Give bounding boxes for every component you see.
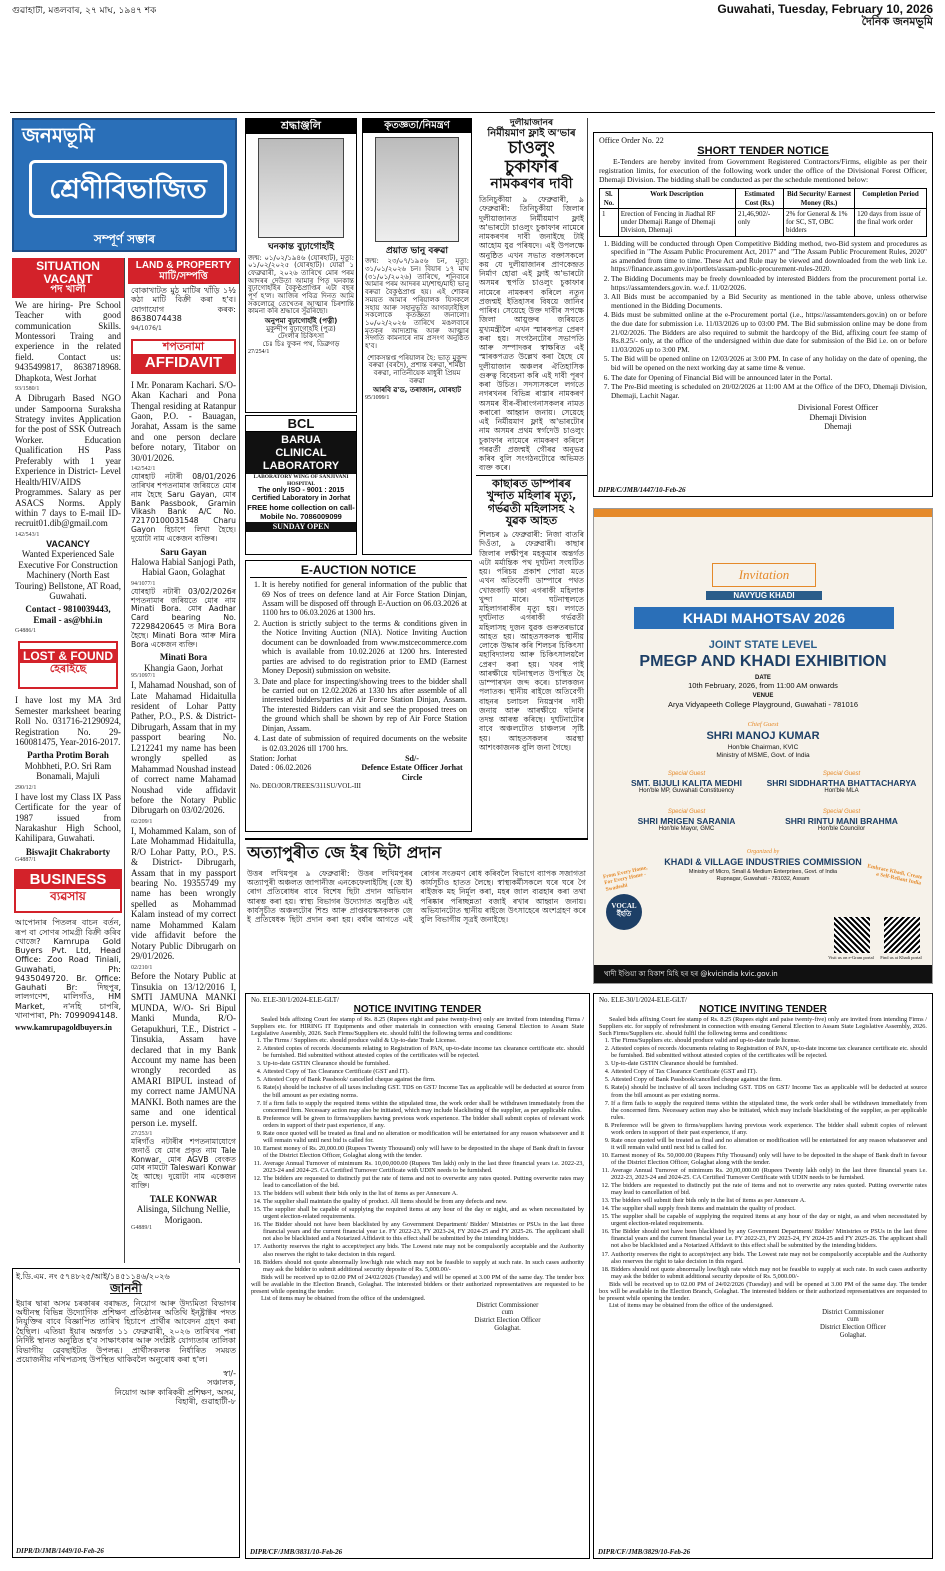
janani-code: DIPR/D/JMB/1449/10-Feb-26 — [16, 1546, 104, 1555]
janani-title: জাননী — [110, 1281, 142, 1296]
nit-item: 3. Up-to-date GSTIN Clearance should be furnished. — [263, 1060, 584, 1067]
tender-col-header: Sl. No. — [600, 189, 619, 209]
lost-ad-name: Partha Protim Borah — [27, 750, 109, 761]
situation-vacant-tag — [12, 258, 124, 298]
news-headline: গৰ্ভৱতী মহিলাসহ ২ — [487, 501, 576, 515]
header-rule — [10, 112, 935, 113]
news-body: উত্তৰ লখিমপুৰ ৯ ফেব্ৰুৱাৰী: উত্তৰ লখিমপুৰৰ অত্যাপুৰী অঞ্চলত জাপানীজ এনকেফেলাইটিছ (জে ই) ৰোগ প্ৰতিৰোধৰ বাবে বিশেষ ছিটা প্ৰদান অভিযান আৰম্ভ কৰা হয়। স্বাস্থ্য বিভাগৰ উদ্যোগত অনুষ্ঠিত এই কাৰ্যসূচীত অঞ্চলটোৰ শিশু আৰু প্ৰাপ্তবয়স্কসকলক জে ই প্ৰতিষেধক ছিটা প্ৰদান কৰা হয়। বৰ্ষাৰ আগতে এই ৰোগৰ সংক্ৰমণ ৰোধ কৰিবলৈ বিভাগে ব্যাপক সজাগতা কাৰ্যসূচীও হাতত লৈছে। স্বাস্থ্যকৰ্মীসকলে ঘৰে ঘৰে গৈ ৰাইজক মহ নিৰ্মূল কৰা, মহৰ জাল ব্যৱহাৰ কৰা তথা পৰিষ্কাৰ পৰিচ্ছন্নতা বজাই ৰখাৰ আহ্বান জনায়। অভিযানটোত স্থানীয় ৰাইজে উৎসাহেৰে অংশগ্ৰহণ কৰে বুলি বিভাগীয় সূত্ৰই জনাইছে। — [247, 868, 586, 925]
classified-col-1 — [12, 258, 125, 1263]
nit-item: 1. The Firms/Suppliers etc. should produce valid and up-to-date trade license. — [611, 1037, 927, 1044]
e-auction-item: 3. Date and place for inspecting/showing trees to the bidder shall be carried out on 12.02.2026 at 1330 hrs after assemble of all interested bidders/parties at Air Force Station Dinjan, Assam. The interested Bidders can visit and see the proposed trees on the ground which shall be shown by rep of Air Force Station Dinjan, Assam. — [262, 677, 467, 734]
janani-sign: সঞ্চালক, — [207, 1378, 236, 1388]
affidavit-ad: মৰিগাঁও নটাৰীৰ শপতনামাযোগে জনাওঁ যে মোৰ প্ৰকৃত নাম Tale Konwar, মোৰ AGVB বেংকত মোৰ নামটো Taleswari Konwar হৈ আছে। দুয়োটা নাম একেজন ব্যক্তি। — [131, 1136, 236, 1190]
janani-sign: বিহাৰী, গুৱাহাটী-৮ — [175, 1396, 236, 1406]
nit-sign: cum — [847, 1316, 859, 1324]
obituary-photo — [375, 137, 459, 242]
ad-code: 142/543/1 — [15, 531, 40, 538]
bcl-name: BARUA — [281, 434, 321, 447]
nit-sign: District Election Officer — [820, 1324, 886, 1332]
khadi-guest-desc: Hon'ble Councilor — [817, 826, 866, 833]
obituary-sign: টেংলাৰ চিকিৎসা — [277, 332, 325, 341]
e-auction-sign: Defence Estate Officer Jorhat Circle — [361, 763, 463, 782]
tender-col-header: Completion Period — [855, 189, 927, 209]
tender-sign: Divisional Forest Officer — [797, 403, 879, 413]
news-headline: চুকাফাৰ — [505, 157, 558, 178]
obituary-photo — [258, 138, 344, 238]
business-label: BUSINESS — [16, 871, 120, 889]
news-headline: খুন্দাত মহিলাৰ মৃত্যু, — [486, 489, 577, 503]
tender-item: 7. The Pre-Bid meeting is scheduled on 20/02/2026 at 11:00 AM at the Office of the DFO, Dhemaji Division, Dhemaji, Lachit Nagar. — [611, 383, 927, 400]
affidavit-logo — [131, 339, 236, 374]
obituary-text: জন্ম: ০১/০২/১৯৪৬ (যোৰহাট), মৃত্যু: ০১/০২/২০২৫ (যোৰহাট)। যোৱা ১ ফেব্ৰুৱাৰী, ২০২৬ তাৰিখে মোৰ পৰম আদৰৰ দেউতা আমাৰ পিতৃ ঘনকান্ত বুঢ়াগোহাঁইৰ বৈকুণ্ঠপ্ৰাপ্তিৰ এটা বছৰ পূৰ্ণ হ'ল। আজিৰ পবিত্ৰ দিনত আমি সকলোৱে তেখেতৰ আত্মাৰ চিৰশান্তি কামনা কৰি শ্ৰদ্ধাৰে সুঁৱৰিছো। — [248, 253, 354, 316]
tender-item: 6. The date for Opening of Financial Bid will be announced later in the Portal. — [611, 374, 927, 383]
nit-intro: Sealed bids affixing Court fee stamp of Rs. 8.25 (Rupees eight and paise twenty-five) only are invited from intending Firms / Suppliers etc. for supply of refreshment in connection with ensuing General Election to Assam State Legislative Assembly, 2026. Such Firms/Suppliers etc. should fulfil the following terms and conditions: — [599, 1016, 927, 1038]
khadi-venue: Arya Vidyapeeth College Playground, Guwahati - 781016 — [668, 700, 858, 709]
tender-cell: 120 days from issue of the final work order — [855, 208, 927, 236]
affidavit-address: Halowa Habial Sanjogi Path, Habial Gaon, Golaghat — [131, 556, 236, 578]
khadi-guest-label: Special Guest — [667, 771, 706, 777]
nit-item: 12. The bidders are requested to distinctly put the rate of items and not to overwrite any rates quoted. Putting overwrite rates may lead to cancellation of bid. — [611, 1182, 927, 1196]
classified-subtitle: সম্পূৰ্ণ সম্ভাৰ — [94, 231, 155, 246]
affidavit-name: Saru Gayan — [160, 546, 207, 557]
nit-item: 9. Rate once quoted will be treated as final and no alteration or modification will be entertained for any reason whatsoever and it will remain valid until next bid is called for. — [611, 1137, 927, 1151]
ad-code: 94/1076/1 — [131, 325, 162, 333]
khadi-guest-desc: Hon'ble MP, Guwahati Constituency — [638, 788, 735, 795]
bcl-wing: LABORATORY WING OF SANJIVANI HOSPITAL — [253, 474, 349, 487]
news-headline: কাছাৰত ডাম্পাৰৰ — [492, 476, 571, 490]
ad-code: 142/542/1 — [131, 466, 156, 473]
khadi-chief: SHRI MANOJ KUMAR — [706, 730, 820, 742]
nit-item: 6. Rate(s) should be inclusive of all taxes including GST. TDS on GST/ Income Tax as applicable will be deducted at source from the bill amount as per existing norms. — [611, 1084, 927, 1098]
classified-brand: জনমভূমি — [22, 123, 95, 147]
vacancy-heading: VACANCY — [46, 538, 90, 549]
khadi-invitation: Invitation — [712, 563, 816, 587]
tender-table — [599, 188, 927, 236]
nit-item: 18. Bidders should not quote abnormally low/high rate which may not be feasible to supply at such rate. In such cases authority may ask the bidder to submit additional security deposite of Rs. 5,000.00/- — [611, 1266, 927, 1280]
affidavit-ad: যোৰহাট নটাৰী 08/01/2026 তাৰিখৰ শপতনামাৰ জৰিয়তে মোৰ নাম হৈছে Saru Gayan, মোৰ Bank Passbook, Gramin Vikash Bank A/C No. 72170100031548 Charu Gayon হিচাপে লিখা হৈছে। দুয়োটা নাম একেজন ব্যক্তিৰ। — [131, 472, 236, 543]
ad-code: 93/1580/1 — [15, 386, 40, 393]
bcl-iso: The only ISO - 9001 : 2015 Certified Laboratory in Jorhat — [251, 487, 351, 503]
header-date-assamese: গুৱাহাটী, মঙলবাৰ, ২৭ মাঘ, ১৯৪৭ শক — [12, 6, 157, 16]
bcl-phone: FREE home collection on call- Mobile No. 7086009099 — [247, 502, 355, 521]
tender-col-header: Estimated Cost (Rs.) — [735, 189, 783, 209]
qr-code-icon — [884, 917, 920, 953]
khadi-guest: SHRI MRIGEN SARANIA — [637, 816, 736, 827]
nit-code: DIPR/CF/JMB/3831/10-Feb-26 — [250, 1547, 343, 1556]
e-auction-title: E-AUCTION NOTICE — [250, 563, 467, 578]
khadi-kvic-address: Rupnagar, Guwahati - 781032, Assam — [716, 876, 810, 882]
nit-item: 2. Attested copies of records /documents relating to Registration of PAN, up-to-date income tax clearance certificate etc. should be furnished. Bid submitted without attested copies of the certificates will be rejected. — [611, 1045, 927, 1059]
khadi-guest: SHRI SIDDHARTHA BHATTACHARYA — [766, 778, 917, 789]
nit-item: 17. Authority reserves the right to accept/reject any bids. The Lowest rate may not be compulsorily acceptable and the Authority also reserves the right to take decision in this regard. — [263, 1243, 584, 1257]
lost-found-logo — [18, 641, 118, 689]
khadi-date: 10th February, 2026, from 11:00 AM onwards — [688, 681, 838, 690]
affidavit-ad: I, Mohammed Kalam, son of Late Mohammad Hidaitulla, R/O Lohar Patty, P.O., P.S. & District- Dibrugarh, Assam that in my passport bearing No. 19355749 my name has been wrongly spelled as Mohammad Kalam instead of my correct name Mohammed Kalam vide affidavit before the Notary Public Dibrugarh on 29/01/2026. — [131, 825, 236, 962]
obituary-name: ঘনকান্ত বুঢ়াগোহাঁই — [268, 241, 334, 252]
tender-item: 2. The Bidding Documents may be freely downloaded by interested Bidders from the procurement portal i.e. https://assamtenders.gov.in. w.e.f. 11/02/2026. — [611, 275, 927, 292]
shraddhanjali-head: শ্ৰদ্ধাঞ্জলি — [246, 119, 356, 134]
nit-sign: cum — [501, 1309, 514, 1317]
nit-list: List of items may be obtained from the office of the undersigned. — [609, 1301, 774, 1309]
nit-it-equipment — [245, 993, 590, 1559]
khadi-kvic: KHADI & VILLAGE INDUSTRIES COMMISSION — [664, 857, 862, 867]
news-flyover — [476, 118, 588, 838]
khadi-navyug: NAVYUG KHADI — [706, 591, 822, 600]
e-auction-no: No. DEO/JOR/TREES/311SU/VOL-III — [250, 782, 361, 791]
ad-code: 27/253/1 — [131, 1131, 153, 1138]
nit-last: Bids will be received up to 02.00 PM of 24/02/2026 (Tuesday) and will be opened at 3.00 PM of the same day. The tender box will be available in the Election Branch, Golaghat. The interested bidders or their authorized representatives are requested to be present while opening the tender. — [251, 1273, 584, 1295]
local-text: ইঁহতি — [616, 909, 632, 918]
nit-sign: District Commissioner — [476, 1301, 539, 1309]
nit-item: 10. Earnest money of Rs. 50,000.00 (Rupees Fifty Thousand) only will have to be deposited in the shape of Bank draft in favour of the District Election Officer, Golaghat along with the tender. — [611, 1152, 927, 1166]
nit-item: 9. Rate once quoted will be treated as final and no alteration or modification will be entertained for any reason whatsoever and it will remain valid until next bid is called for. — [263, 1130, 584, 1144]
land-property-sub: মাটি/সম্পত্তি — [159, 271, 208, 282]
bcl-name: CLINICAL — [275, 446, 327, 459]
job-ad-sales: Wanted Experienced Sale Executive For Construction Machinery (North East Touring) Bellstone, AT Road, Guwahati. — [15, 549, 121, 601]
business-ad-text: আপোনাৰ পিতলৰ বাচন বৰ্তন, ৰূপ বা সোণৰ সামগ্ৰী বিক্ৰী কৰিব খোজে? Kamrupa Gold Buyers Pvt. Ltd, Head Office: Zoo Road Tiniali, Guwahati, Ph: 9435049720. Br. Office: Gauhati Br: দিছপুৰ, লালগণেশ, মালিগাঁও, HM Market, ন'নহি চাপৰি, খানাপাৰা, Ph: 7099094148. — [15, 918, 121, 1020]
news-headline: অত্যাপুৰীত জে ইৰ ছিটা প্ৰদান — [247, 843, 442, 862]
nit-item: 13. The bidders will submit their bids only in the list of items as per Annexure A. — [611, 1197, 927, 1204]
property-ad-text: বোকাখাটত মুঠ মাটিৰ খাঁড়ি ১½ কঠা মাটি বিক্ৰী কৰা হ'ব। যোগাযোগ কৰক: 8638074438 — [131, 286, 236, 323]
khadi-chief-desc: Ministry of MSME, Govt. of India — [716, 752, 810, 759]
vocal-text: VOCAL — [611, 902, 637, 910]
nit-item: 13. The bidders will submit their bids only in the list of items as per Annexure A. — [263, 1190, 584, 1197]
nit-item: 10. Earnest money of Rs. 20,000.00 (Rupees Twenty Thousand) only will have to be deposited in the shape of Bank draft in favour of the District Election Officer, Golaghat along with the tender. — [263, 1145, 584, 1159]
nit-last: Bids will be received up to 02.00 PM of 24/02/2026 (Tuesday) and will be opened at 3.00 PM of the same day. The tender box will be available in the Election Branch, Golaghat. The interested bidders or their authorized representatives are requested to be present while opening the tender. — [599, 1280, 927, 1302]
khadi-joint: JOINT STATE LEVEL — [708, 639, 818, 651]
lost-ads — [12, 693, 124, 866]
situation-ads — [12, 298, 124, 638]
e-auction-date: Dated : 06.02.2026 — [250, 763, 312, 773]
bcl-sunday: SUNDAY OPEN — [246, 522, 356, 531]
nit-item: 11. Average Annual Turnover of minimum Rs. 20,00,000.00 (Rupees Twenty lakh only) in the last three financial years i.e. 2022-23, 2023-24 and 2024-25. CA Certified Turnover Certificate with UDIN needs to be furnished. — [611, 1167, 927, 1181]
classified-banner — [12, 118, 237, 252]
affidavit-ads — [128, 378, 239, 1234]
affidavit-name: Minati Bora — [159, 652, 208, 663]
khadi-venue-label: VENUE — [752, 693, 774, 699]
qr-code-icon — [834, 917, 870, 953]
job-ad-teacher: We are hiring- Pre School Teacher with good communication Skills. Montessori Traing and experience in the related field. Contact us: 9435499817, 8638718968. Dhapkota, West Jorhat — [15, 299, 121, 383]
khadi-kvic-desc: Ministry of Micro, Small & Medium Enterprises, Govt. of India — [688, 869, 838, 875]
khadi-tagline: From Every Home, For Every Home - Swadeshi — [602, 864, 649, 893]
nit-item: 16. The Bidder should not have been blacklisted by any Government Department/ Bidder/ Ministries or PSUs in the last three financial years and the current financial year i.e. FY 2022-23, FY 2023-24, FY 2024-25 and FY 2025-26. The applicant shall not also be blacklisted and a Notarized Affidavit to this effect shall be submitted by the intending bidders. — [263, 1221, 584, 1242]
ad-code: 27/254/1 — [248, 348, 270, 355]
nit-item: 4. Attested Copy of Tax Clearance Certificate (GST and IT). — [611, 1068, 927, 1075]
tender-col-header: Work Description — [618, 189, 735, 209]
obituary-sign: আৰবি ৱ'ড, তৰাজান, যোৰহাট — [372, 386, 462, 395]
khadi-footer: খাদী ইণ্ডিয়া কা বিকাশ মিহি হৰ হৰ @kvicindia kvic.gov.in — [594, 965, 932, 983]
news-kicker: দুলীয়াজানৰ — [509, 118, 554, 128]
nit-item: 6. Rate(s) should be inclusive of all taxes including GST. TDS on GST/ Income Tax as applicable will be deducted at source from the bill amount as per existing norms. — [263, 1084, 584, 1098]
news-headline: নামকৰণৰ দাবী — [490, 176, 573, 193]
janani-notice — [12, 1268, 240, 1558]
khadi-guest-label: Special Guest — [822, 809, 861, 815]
nit-item: 14. The supplier shall supply fresh items and maintain the quality of product. — [611, 1205, 927, 1212]
ad-code: G4889/1 — [131, 1225, 152, 1232]
nit-item: 8. Preference will be given to firms/suppliers having previous work experience. The bidder shall submit copies of relevant work orders in support of their past experience, if any. — [263, 1115, 584, 1129]
janani-body: ইয়াৰ দ্বাৰা অসম চৰকাৰৰ বৰাদ্ধত, নিয়োগ আৰু উদ্যমিতা বিভাগৰ অধীনস্থ বিভিন্ন উদ্যোগিক প্ৰশিক্ষণ প্ৰতিষ্ঠানৰ অতিথি ইন্‌ষ্ট্ৰাক্টৰ পদত নিযুক্তিৰ বাবে বিজ্ঞাপিত তাৰিখ হিচাপে প্ৰাৰ্থীৰ আবেদন গ্ৰহণ কৰা হৈছিল। এতিয়া ইয়াৰ অন্তৰ্গত ১১ ফেব্ৰুৱাৰী, ২০২৬ তাৰিখৰ পৰা নিৰ্দিষ্ট স্থানত অনুষ্ঠিত হ'ব সাক্ষাৎকাৰ আৰু সংশ্লিষ্ট যোগ্যতাৰ তালিকা বিভাগীয় ৱেবছাইটত উপলব্ধ। প্ৰাৰ্থীসকলক নিৰ্ধাৰিত সময়ত প্ৰয়োজনীয় নথিপত্ৰসহ উপস্থিত থাকিবলৈ অনুৰোধ কৰা হ'ল। — [16, 1298, 236, 1365]
nit-item: 12. The bidders are requested to distinctly put the rate of items and not to overwrite any rates quoted. Putting overwrite rates may lead to cancellation of the bid. — [263, 1175, 584, 1189]
ad-code: 02/210/1 — [131, 964, 153, 971]
ad-code: G4886/1 — [15, 628, 36, 635]
affidavit-label-as: শপতনামা — [162, 340, 205, 354]
business-sub: ব্যৱসায় — [50, 888, 86, 903]
obituary-sign: শোকসন্তপ্ত পৰিয়ালৰ হৈ: ভাতৃ মুকুন্দ বৰুৱা (বৰদৈ), প্ৰশান্ত বৰুৱা, শৰ্মিষ্ঠা বৰুৱা, নাতিনীয়েক মাধুৰী প্ৰিয়ম বৰুৱা — [367, 353, 467, 385]
nit-code: DIPR/CF/JMB/3829/10-Feb-26 — [598, 1547, 691, 1556]
nit-list: List of items may be obtained from the office of the undersigned. — [261, 1294, 426, 1302]
affidavit-ad: I, Mahamad Noushad, son of Late Mahamad Hidaitulla resident of Lohar Patty Pather, P.O., P.S. & District-Dibrugarh, Assam that in my passport bearing No. L212241 my name has been wrongly spelled as Mahammad Noushad instead of correct name Mahamad Noushad vide affidavit before the Notary Public Dibrugarh on 03/02/2026. — [131, 680, 236, 816]
business-ad-web: www.kamrupagoldbuyers.in — [15, 1023, 112, 1033]
e-auction-items — [250, 580, 467, 753]
khadi-mahotsav-ad — [593, 508, 933, 984]
e-auction-notice — [245, 560, 472, 832]
tender-sign: Dhemaji Division — [809, 412, 867, 422]
nit-item: 15. The supplier shall be capable of supplying the required items at any hour of the day or night, as and when necessitated by urgent election-related requirements. — [611, 1213, 927, 1227]
ad-code: 290/12/1 — [15, 784, 37, 791]
tender-sign: Dhemaji — [824, 422, 852, 432]
tender-item: 4. Bids must be submitted online at the e-Procurement portal (i.e., https://assamtenders.gov.in) on or before the due date for submission i.e. 11/03/2026 up to 03:00 PM. The Bid submission online may be done from 21/02/2026. The Bidders are also required to submit the hardcopy of the Bid, affixing court fee stamp of Rs.8.25/- only, at the office of the undersigned within due date for submission of the Bid i.e. on or before 11/03/2026 up to 3:00 PM. — [611, 311, 927, 354]
nit-item: 18. Bidders should not quote abnormally low/high rate which may not be feasible to supply at such rate. In such cases authority may ask the bidder to submit additional security deposite of Rs. 5,000.00/- — [263, 1259, 584, 1273]
bcl-logo: BCL — [246, 416, 356, 432]
affidavit-address: Alisinga, Silchung Nellie, Morigaon. — [136, 1204, 231, 1225]
nit-no: No. ELE-30/1/2024-ELE-GLT/ — [251, 996, 340, 1004]
news-headline: নিৰ্মীয়মাণ ফ্লাই অ'ভাৰ — [487, 128, 576, 140]
tender-items — [599, 240, 927, 401]
qr-label: Find us at Khadi portal — [880, 955, 922, 960]
nit-title: NOTICE INVITING TENDER — [699, 1004, 827, 1016]
nit-item: 4. Attested Copy of Tax Clearance Certificate (GST and IT). — [263, 1068, 584, 1075]
tender-code: DIPR/C/JMB/1447/10-Feb-26 — [598, 485, 686, 494]
tender-cell: Erection of Fencing in Jiadhal RF under Dhemaji Range of Dhemaji Division, Dhemaji — [618, 208, 735, 236]
vocal-local-logo — [606, 894, 642, 930]
ad-code: 02/209/1 — [131, 818, 153, 825]
obituary-sign: মুকুন্দীপ বুঢ়াগোহাঁই (পুত্ৰ) — [266, 324, 336, 333]
e-auction-item: 4. Last date of submission of required documents on the website is 02.03.2026 till 1700 hrs. — [262, 734, 467, 753]
tender-cell: 1 — [600, 208, 619, 236]
nit-sign: Golaghat. — [494, 1324, 521, 1332]
lost-ad-certificate: I have lost my Class IX Pass Certificate for the year of 1987 issued from Narakashur High School, Kahilipara, Guwahati. — [15, 791, 121, 844]
nit-title: NOTICE INVITING TENDER — [353, 1004, 482, 1016]
news-headline: চাওলুং — [508, 138, 555, 159]
affidavit-ad: Before the Notary Public at Tinsukia on 13/12/2016 I, SMTI JAMUNA MANKI MUNDA, W/O- Sri Bipul Manki Munda, R/O- Getapukhuri, T.E., District - Tinsukia, Assam have declared that in my Bank Account my name has been wrongly recorded as AMARI BIPUL instead of my correct name JAMUNA MANKI. Both names are the same and one identical person i.e. myself. — [131, 971, 236, 1128]
janani-sign: স্বা/- — [223, 1368, 236, 1378]
e-auction-station: Station: Jorhat — [250, 754, 297, 764]
business-logo — [14, 869, 122, 913]
nit-items — [251, 1037, 584, 1272]
news-je-vaccine — [245, 838, 588, 988]
lost-ad-name: Biswajit Chakraborty — [25, 846, 111, 857]
khadi-title: KHADI MAHOTSAV 2026 — [634, 607, 894, 629]
short-tender-notice — [593, 132, 933, 497]
affidavit-address: Khangia Gaon, Jorhat — [144, 662, 223, 673]
ad-code: 95/1097/1 — [131, 673, 156, 680]
header-date: Guwahati, Tuesday, February 10, 2026 — [717, 2, 933, 16]
khadi-chief-label: Chief Guest — [747, 721, 779, 728]
khadi-date-label: DATE — [755, 675, 771, 681]
nit-item: 3. Up-to-date GSTIN Clearance should be furnished. — [611, 1060, 927, 1067]
khadi-exhibition: PMEGP AND KHADI EXHIBITION — [639, 653, 887, 670]
obituary-sign: চেঃ চিঃ ফুকন পথ, ডিব্ৰুগড় — [262, 340, 340, 349]
situation-vacant-label: SITUATION VACANT — [36, 259, 100, 286]
nit-item: 17. Authority reserves the right to accept/reject any bids. The Lowest rate may not be compulsorily acceptable and the Authority also reserves the right to take decision in this regard. — [611, 1251, 927, 1265]
khadi-tagline: Embrace Khadi, Create a Self-Reliant India — [866, 863, 923, 888]
nit-sign: District Commissioner — [822, 1308, 884, 1316]
janani-no: ই.ডি.এম. নং ৫৭৪৮২৫/আই/১৪৫১১৪৬/২০২৬ — [16, 1272, 170, 1281]
job-ad-ngo: A Dibrugarh Based NGO under Sampoorna Suraksha Strategy invites Application for the post of SSK Outreach Worker. Education Qualification HS Pass Preferably with 1 year Experience in District- Level Health/HIV/AIDS Programmes. Salary as per ASACS Norms. Apply within 7 days to E-mail ID-recruit01.dib@gmail.com — [15, 393, 121, 529]
nit-sign: Golaghat. — [839, 1331, 867, 1339]
khadi-guest: SHRI RINTU MANI BRAHMA — [785, 816, 898, 827]
bcl-name: LABORATORY — [262, 459, 340, 472]
nit-item: 11. Average Annual Turnover of minimum Rs. 10,00,000.00 (Rupees Ten lakh) only in the last three financial years i.e. 2022-23, 2023-24 and 2024-25. CA Certified Turnover Certificate with UDIN needs to be furnished. — [263, 1160, 584, 1174]
khadi-guest-desc: Hon'ble Mayor, GMC — [658, 826, 715, 833]
lost-ad-address: Mohbheti, P.O. Sri Ram Bonamali, Majuli — [24, 760, 112, 782]
e-auction-item: 1. It is hereby notified for general information of the public that 69 Nos of trees on defence land at Air Force Station Dinjan, Assam will be disposed off through E-Auction on 06.03.2026 at 1100 hrs to 06.03.2026 at 1300 hrs. — [262, 580, 467, 618]
nit-item: 16. The Bidder should not have been blacklisted by any Government Department/ Bidder/ Ministries or PSUs in the last three financial years and the current financial year i.e. FY 2022-23, FY 2023-24, FY 2024-25 and FY 2025-26. The applicant shall not also be blacklisted and a Notarized Affidavit to this effect shall be submitted by the intending bidders. — [611, 1228, 927, 1249]
tender-col-header: Bid Security/ Earnest Money (Rs.) — [784, 189, 855, 209]
nit-item: 15. The supplier shall be capable of supplying the required items at any hour of the day or night, and as when necessitated by urgent election-related requirements. — [263, 1206, 584, 1220]
nit-item: 5. Attested Copy of Bank Passbook/cancelled cheque against the firm. — [611, 1076, 927, 1083]
news-headline: যুৱক আহত — [505, 514, 558, 528]
tender-cell: 2% for General & 1% for SC, ST, OBC bidders — [784, 208, 855, 236]
news-body: শিলচৰ ৯ ফেব্ৰুৱাৰী: নিজা বাতৰি দিওঁতা, ৯ ফেব্ৰুৱাৰী। কাছাৰ জিলাৰ লক্ষীপুৰ মহকুমাৰ অন্তৰ্গত এটা মৰ্মান্তিক পথ দুৰ্ঘটনা সংঘটিত হয়। পৰিচয় প্ৰকাশ পোৱা মতে এখন অতিবেগী ডাম্পাৰে পথত খোজকাঢ়ি থকা এগৰাকী মহিলাক খুন্দা মাৰে। ঘটনাস্থলতে মহিলাগৰাকীৰ মৃত্যু হয়। লগতে দুৰ্ঘটনাত এগৰাকী গৰ্ভৱতী মহিলাসহ দুজন যুৱক গুৰুতৰভাৱে আহত হয়। আহতসকলক স্থানীয় লোকে উদ্ধাৰ কৰি শিলচৰ চিকিৎসা মহাবিদ্যালয় আৰু চিকিৎসালয়লৈ প্ৰেৰণ কৰা হয়। খবৰ পাই আৰক্ষীয়ে ঘটনাস্থলত উপস্থিত হৈ ডাম্পাৰখন জব্দ কৰে। চালকজন পলাতক। স্থানীয় ৰাইজে অতিবেগী বাহনৰ চলাচল নিয়ন্ত্ৰণৰ দাবী জনায় আৰু আৰক্ষীয়ে ঘটনাৰ তদন্ত আৰম্ভ কৰিছে। দুৰ্ঘটনাটোৰ বাবে অঞ্চলটোত চাঞ্চল্যৰ সৃষ্টি হয়। আহতসকলৰ অৱস্থা আশংকাজনক বুলি জনা গৈছে। — [479, 530, 584, 752]
nit-items — [599, 1037, 927, 1280]
nit-intro: Sealed bids affixing Court fee stamp of Rs. 8.25 (Rupees eight and paise twenty-five) only are invited from intending Firms / Suppliers etc. for HIRING IT Equipments and other materials in connection with ensuing General Election to Assam State Legislative Assembly, 2026. Such Firms/Suppliers etc. should fulfil the following terms and conditions: — [251, 1016, 584, 1038]
lost-ad-marksheet: I have lost my MA 3rd Semester marksheet bearing Roll No. 031716-21290924, Registration No. 29-160081475, Year-2016-2017. — [15, 695, 121, 747]
nit-item: 5. Attested Copy of Bank Passbook/ cancelled cheque against the firm. — [263, 1076, 584, 1083]
ad-code: 95/1099/1 — [365, 395, 390, 402]
e-auction-item: 2. Auction is strictly subject to the terms & conditions given in the Notice Inviting Auction (NIA). Notice Inviting Auction document can be downloaded from www.mstcecommerce.com which is available from 10.02.2026 at 1200 hrs. Interested parties are advised to do registration prior to EMD (Earnest Money Deposit) submission on website. — [262, 619, 467, 676]
tender-item: 1. Bidding will be conducted through Open Competitive Bidding method, two-Bid system and procedures as specified in "The Assam Public Procurement Act, 2017" and "The Assam Public Procurement Rules, 2020" as amended from time to time. These Act and Rule may be viewed and downloaded from the web link i.e. https://finance.assam.gov.in/portlets/assam-public-procurement-rules-2020. — [611, 240, 927, 274]
affidavit-name: TALE KONWAR — [149, 1193, 218, 1204]
nit-item: 2. Attested copies of records /documents relating to Registration of PAN, up-to-date income tax clearance certificate etc. should be furnished. Bid submitted without attested copies of the certificates will be rejected. — [263, 1045, 584, 1059]
tender-intro: E-Tenders are hereby invited from Government Registered Contractors/Firms, eligible as per their registration limits, for execution of the following work under the office of the Divisional Forest Officer, Dhemaji Division. The bidding shall be conducted as per the schedule mentioned below: — [599, 157, 927, 185]
lost-found-label: LOST & FOUND — [20, 649, 116, 663]
nit-item: 1. The Firms / Suppliers etc. should produce valid & Up-to-date Trade License. — [263, 1037, 584, 1044]
ad-code: 94/1077/1 — [131, 580, 156, 587]
tender-title: SHORT TENDER NOTICE — [697, 145, 829, 158]
business-ad — [12, 916, 124, 1037]
obituary-name: প্ৰয়াত ভানু বৰুৱা — [386, 245, 448, 256]
classified-col-2 — [128, 258, 240, 1263]
tender-item: 5. The Bid will be opened online on 12/03/2026 at 3:00 PM. In case of any holiday on the date of opening, the bid will be opened on the next working day at same time & venue. — [611, 355, 927, 372]
classified-title: শ্ৰেণীবিভাজিত — [29, 160, 227, 218]
nit-item: 7. If a firm fails to supply the required items within the stipulated time, the work order shall be withdrawn immediately from the concerned firm. Necessary action may also be initiated, which may include blacklisting of the supplier, as per applicable rules. — [263, 1100, 584, 1114]
land-property-label: LAND & PROPERTY — [135, 260, 232, 271]
nit-item: 8. Preference will be given to firms/suppliers having previous work experience. The bidder shall submit copies of relevant work orders in support of their past experience, if any. — [611, 1122, 927, 1136]
masthead — [717, 2, 933, 29]
affidavit-ad: I Mr. Ponaram Kachari. S/O- Akan Kachari and Pona Thengal residing at Ratanpur Gaon, P.O. - Bauagan, Jorahat, Assam is the same and one person declare before notary, Titabor on 30/01/2026. — [131, 379, 236, 463]
ad-code: G4887/1 — [15, 857, 36, 864]
lost-found-sub: হেৰাইছে — [49, 662, 87, 676]
job-ad-sales-contact: Contact - 9810039443, Email - as@bhi.in — [25, 604, 111, 625]
khadi-guest: SMT. BIJULI KALITA MEDHI — [631, 778, 742, 789]
khadi-chief-desc: Hon'ble Chairman, KVIC — [727, 744, 799, 751]
situation-vacant-sub: পদ খালী — [50, 284, 86, 296]
qr-label: Visit us on e-Gram portal — [828, 955, 874, 960]
tender-cell: 21,46,902/- only — [735, 208, 783, 236]
khadi-guest-desc: Hon'ble MLA — [824, 788, 859, 795]
tender-item: 3. All Bids must be accompanied by a Bid Security as mentioned in the table above, unless otherwise mentioned in the Bidding Documents. — [611, 293, 927, 310]
kritagyata-head: কৃতজ্ঞতা/নিমন্ত্ৰণ — [363, 119, 471, 133]
janani-sign: নিয়োগ আৰু কাৰিকৰী প্ৰশিক্ষণ, অসম, — [114, 1387, 236, 1397]
nit-sign: District Election Officer — [474, 1317, 541, 1325]
nit-item: 14. The supplier shall maintain the quality of product. All items should be from any defects and new. — [263, 1198, 584, 1205]
nit-no: No. ELE-30/1/2024-ELE-GLT/ — [599, 996, 688, 1004]
affidavit-ad: যোৰহাট নটাৰী 03/02/2026ৰ শপতনামাৰ জৰিয়তে মোৰ নাম Minati Bora. মোৰ Aadhar Card bearing No. 72298420645 ত Mira Bora হৈছে। Minati Bora আৰু Mira Bora একেজন ব্যক্তি। — [131, 586, 236, 649]
shraddhanjali-ad — [245, 118, 357, 413]
tender-office: Office Order No. 22 — [599, 136, 664, 145]
land-property-tag — [128, 258, 239, 284]
obituary-sign: অনুপমা বুঢ়াগোহাঁই (পত্নী) — [264, 317, 338, 326]
property-ad — [128, 284, 239, 335]
affidavit-label: AFFIDAVIT — [133, 354, 234, 372]
obituary-text: জন্ম: ২৩/০৭/১৯৫৬ চন, মৃত্যু: ৩১/০১/২০২৬ চন। বিয়াৰ ১৭ মাঘ (৩১/০১/২০২৬) তাৰিখে, শনিবাৰে আমাৰ পৰম আদৰৰ মা/শাহু/মাহী ভানু বৰুৱা বৈকুণ্ঠপ্ৰাপ্ত হয়। এই শোকৰ সময়ত আমাৰ পৰিয়ালক যিসকলে সহায় আৰু সহানুভূতি আগবঢ়াইছিল সকলোকে কৃতজ্ঞতা জনালো। ১০/০২/২০২৬ তাৰিখে মঙলবাৰে মৃতকৰ আদ্যশ্ৰাদ্ধ আৰু আত্মাৰ সদ্গতি কামনাৰে নাম প্ৰসংগ অনুষ্ঠিত হ'ব। — [365, 257, 469, 350]
paper-name: দৈনিক জনমভূমি — [861, 15, 933, 29]
khadi-guest-label: Special Guest — [822, 771, 861, 777]
kritagyata-ad — [362, 118, 472, 555]
nit-refreshment — [593, 993, 933, 1559]
khadi-guest-label: Special Guest — [667, 809, 706, 815]
e-auction-sd: Sd/- — [405, 754, 419, 764]
khadi-org-label: Organized by — [746, 849, 780, 855]
news-body: তিনিচুকীয়া ৯ ফেব্ৰুৱাৰী, ৯ ফেব্ৰুৱাৰী: তিনিচুকীয়া জিলাৰ দুলীয়াজানত নিৰ্মীয়মাণ ফ্লাই অ'ভাৰটো চাওলুং চুকাফাৰ নামেৰে নামকৰণৰ দাবী জনাইছে টাই আহোম যুৱ পৰিষদে। এই উপলক্ষে অনুষ্ঠিত এখন সভাত বক্তাসকলে কয় যে দুলীয়াজানৰ প্ৰাণকেন্দ্ৰত নিৰ্মাণ হোৱা এই ফ্লাই অ'ভাৰটো অসমৰ স্থপতি চাওলুং চুকাফাৰ নামেৰে নামকৰণ কৰিলে নতুন প্ৰজন্মই ইতিহাসৰ বিষয়ে জানিব পাৰিব। সেয়েহে উক্ত দাবীৰ সপক্ষে জিলা আয়ুক্তৰ জৰিয়তে মুখ্যমন্ত্ৰীলৈ এখন স্মাৰকপত্ৰ প্ৰেৰণ কৰা হয়। সংগঠনটোৰ সভাপতি আৰু সম্পাদকৰ স্বাক্ষৰিত এই স্মাৰকপত্ৰত উল্লেখ কৰা হৈছে যে দুলীয়াজান অঞ্চলৰ ঐতিহাসিক গুৰুত্ব বিবেচনা কৰি এই দাবী পূৰণ কৰা উচিত। সদস্যসকলে লগতে নগৰখনৰ বিভিন্ন ৰাস্তাৰ নামকৰণ অসমৰ বীৰ-বীৰাংগনাসকলৰ নামত কৰাৰো আহ্বান জনায়। সেয়েহে এই নিৰ্মীয়মাণ ফ্লাই অ'ভাৰটোৰ নাম অসমৰ প্ৰথম স্বৰ্গদেউ চাওলুং চুকাফাৰ নামেৰে নামকৰণ কৰিলে পৰৱৰ্তী প্ৰজন্মই গৌৰৱ অনুভৱ কৰিব বুলি সংগঠনটোৱে অভিমত ব্যক্ত কৰে। — [479, 195, 584, 473]
nit-item: 7. If a firm fails to supply the required items within the stipulated time, the work order shall be withdrawn immediately from the concerned firm. Necessary action may also be initiated, which may include blacklisting of the supplier, as per applicable rules. — [611, 1100, 927, 1121]
bcl-lab-ad — [245, 415, 357, 555]
